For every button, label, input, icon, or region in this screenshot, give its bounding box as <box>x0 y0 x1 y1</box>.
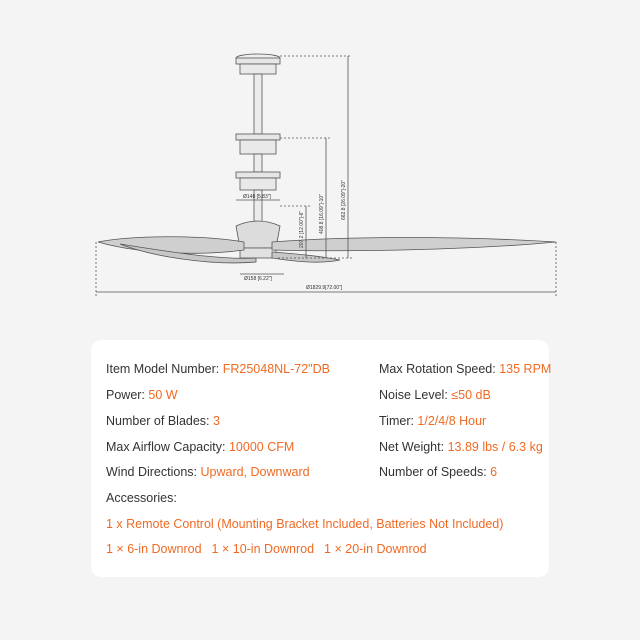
spec-card <box>91 340 552 577</box>
spec-value: 135 RPM <box>499 362 552 376</box>
spec-net-weight <box>379 440 543 454</box>
spec-rotation-speed <box>379 362 551 376</box>
height-a-label: 207.2 [12.00"]-6" <box>299 210 305 248</box>
height-b-label: 408.8 [16.09"]-10" <box>319 194 325 234</box>
accessory-downrod-20in: 1 × 20-in Downrod <box>324 542 427 556</box>
spec-value: 3 <box>213 414 220 428</box>
spec-label: Noise Level: <box>379 388 452 402</box>
spec-label: Max Airflow Capacity: <box>106 440 229 454</box>
span-label: Ø1829.9[72.00"] <box>306 285 343 291</box>
spec-model <box>106 362 330 376</box>
height-c-label: 662.8 [26.09"]-20" <box>341 180 347 220</box>
spec-blades <box>106 414 220 428</box>
canopy-diameter-label: Ø148 [5.83"] <box>243 194 271 200</box>
spec-label: Number of Speeds: <box>379 465 491 479</box>
spec-airflow <box>106 440 294 454</box>
spec-speeds <box>379 465 497 479</box>
accessory-downrod-10in: 1 × 10-in Downrod <box>211 542 315 556</box>
spec-label: Max Rotation Speed: <box>379 362 500 376</box>
spec-timer <box>379 414 486 428</box>
spec-power <box>106 388 178 402</box>
fan-drawing <box>0 30 640 320</box>
spec-label: Wind Directions: <box>106 465 201 479</box>
motor-diameter-label: Ø158 [6.22"] <box>244 276 272 282</box>
spec-label: Item Model Number: <box>106 362 223 376</box>
fan-dimension-diagram <box>0 30 640 320</box>
spec-value: 6 <box>490 465 498 479</box>
spec-label: Net Weight: <box>379 440 448 454</box>
spec-value: 1/2/4/8 Hour <box>417 414 487 428</box>
spec-value: 13.89 lbs / 6.3 kg <box>447 440 543 454</box>
spec-noise-level <box>379 388 491 402</box>
accessory-downrods <box>106 542 437 556</box>
spec-value: 50 W <box>148 388 178 402</box>
accessory-downrod-6in: 1 × 6-in Downrod <box>106 542 202 556</box>
spec-label: Timer: <box>379 414 418 428</box>
spec-label: Number of Blades: <box>106 414 213 428</box>
spec-value: ≤50 dB <box>451 388 491 402</box>
accessories-label: Accessories: <box>106 491 177 505</box>
spec-value: 10000 CFM <box>228 440 295 454</box>
accessory-remote: 1 x Remote Control (Mounting Bracket Included, Batteries Not Included) <box>106 517 504 531</box>
spec-value: Upward, Downward <box>200 465 310 479</box>
spec-wind-directions <box>106 465 310 479</box>
spec-label: Power: <box>106 388 149 402</box>
spec-value: FR25048NL-72"DB <box>222 362 330 376</box>
accessories-heading <box>106 491 177 505</box>
